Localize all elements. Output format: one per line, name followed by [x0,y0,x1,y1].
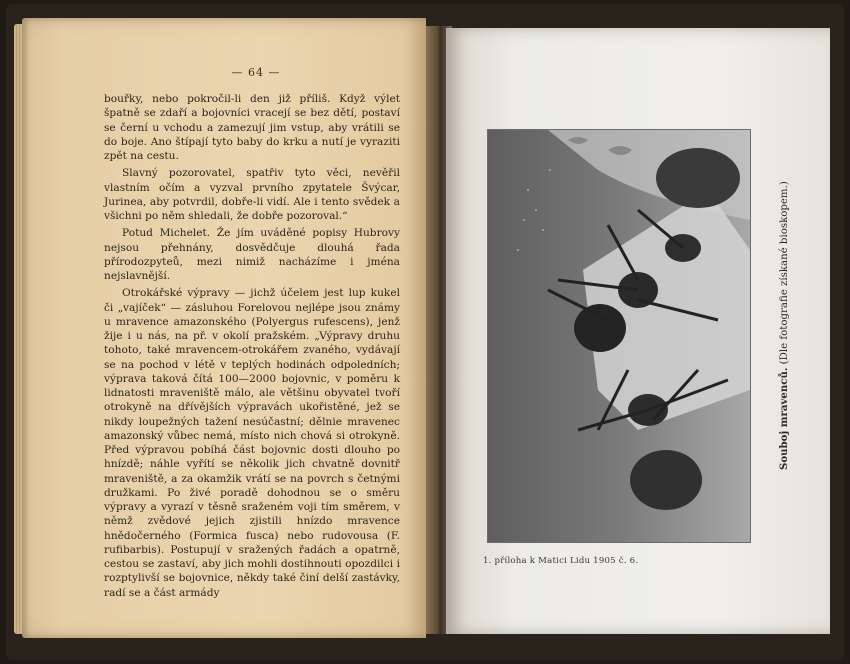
ant-illustration-svg [488,130,750,542]
page-number: — 64 — [231,66,281,79]
paragraph: Slavný pozorovatel, spatřiv tyto věci, nevěřil vlastním očím a vyzval prvního zpytatele Švýcar, Jurinea, aby potvrdil, dobře-li vidí. Ale i tento svědek a všichni po něm shledali, že dobře pozoroval.“ [104,167,400,222]
left-page-text [104,92,400,603]
supplement-note: 1. příloha k Matici Lidu 1905 č. 6. [483,556,639,566]
figure-caption [778,181,790,470]
ant-fight-illustration [488,130,750,542]
figure-caption-title: Souboj mravenců. [778,367,790,470]
paragraph: Otrokářské výpravy — jichž účelem jest lup kukel či „vajíček“ — zásluhou Forelovou nejlépe jsou známy u mravence amazonského (Polyergus rufescens), jenž žije i u nás, na př. v okolí pražském. „Výpravy druhu tohoto, také mravencem-otrokářem zvaného, vydávají se na pochod v létě v teplých hodinách odpoledních; výprava taková čítá 100—2000 bojovnic, v poměru k lidnatosti mraveniště málo, ale většinu obyvatel tvoří otrokyně na dřívějších výpravách ukořistěné, jež se nikdy loupežných tažení nesúčastní; dělnie mravenec amazonský vůbec nemá, místo nich chová si otrokyně. Před výpravou pobíhá část bojovnic dosti dlouho po hnízdě; náhle vyřítí se několik jich chvatně dovnitř mraveniště, a za okamžik vrátí se na povrch s četnými družkami. Po živé poradě dohodnou se o směru výpravy a vyrazí v těsně sraženém voji tím směrem, v němž zvědové jejich zjistili hnízdo mravence hnědočerného (Formica fusca) nebo rudovousa (F. rufibarbis). Postupují v sražených řadách a opatrně, cestou se zastaví, aby jich mohli dostihnouti opozdilci i rozptylivší se bojovnice, někdy také činí delší zastávky, radí se a část armády [104,287,400,599]
figure-caption-source: (Dle fotografie získané bioskopem.) [779,181,790,368]
figure [488,130,750,542]
paragraph: bouřky, nebo pokročil-li den již příliš. Když výlet špatně se zdaří a bojovníci vracejí se bez dětí, postaví se černí u vchodu a zamezují jim vstup, aby vrátili se do boje. Ano štípají tyto baby do krku a nutí je vyraziti zpět na cestu. [104,93,400,162]
paragraph: Potud Michelet. Že jím uváděné popisy Hubrovy nejsou přehnány, dosvědčuje dlouhá řada přírodozpyteů, mezi nimiž nacházíme i jména nejslavnější. [104,227,400,282]
